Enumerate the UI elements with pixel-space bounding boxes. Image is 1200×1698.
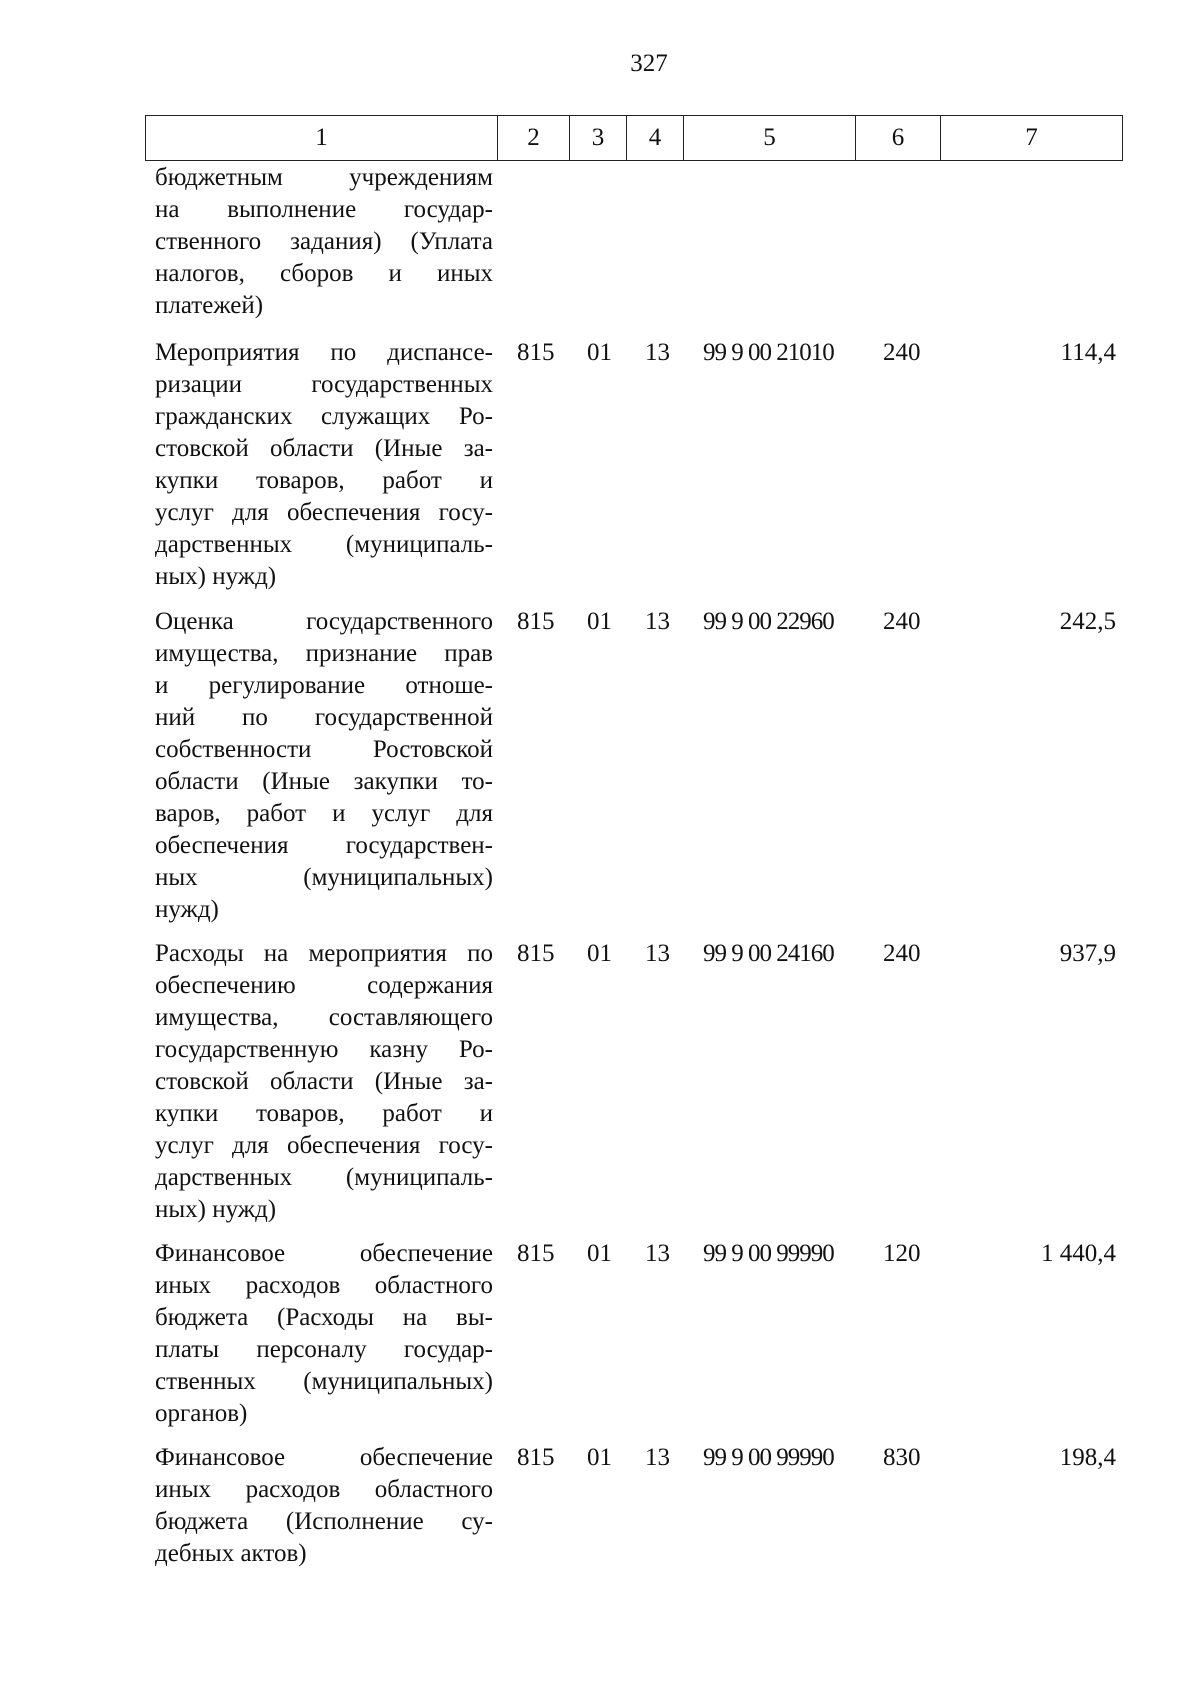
cell-subsection: 13 — [645, 1444, 670, 1471]
description-line: Оценка государственного — [155, 608, 493, 635]
description-line: дебных актов) — [155, 1540, 307, 1567]
description-line: нужд) — [155, 896, 219, 923]
cell-target-article: 99 9 00 99990 — [703, 1444, 834, 1471]
header-col-3: 3 — [570, 116, 627, 161]
row-description — [155, 337, 493, 593]
page-number: 327 — [630, 50, 668, 77]
cell-ministry-code: 815 — [517, 1240, 555, 1267]
description-line: собственности Ростовской — [155, 736, 493, 763]
description-line: имущества, составляющего — [155, 1004, 493, 1031]
description-line: Мероприятия по диспансе- — [155, 339, 493, 366]
description-line: иных расходов областного — [155, 1476, 493, 1503]
cell-subsection: 13 — [645, 339, 670, 366]
description-line: дарственных (муниципаль- — [155, 531, 493, 558]
row-description — [155, 606, 493, 926]
cell-amount: 114,4 — [1060, 339, 1116, 366]
description-line: ризации государственных — [155, 371, 493, 398]
description-line: иных расходов областного — [155, 1272, 493, 1299]
description-line: области (Иные закупки то- — [155, 768, 493, 795]
cell-target-article: 99 9 00 22960 — [703, 608, 834, 635]
description-line: органов) — [155, 1400, 248, 1427]
description-line: ных (муниципальных) — [155, 864, 493, 891]
description-line: налогов, сборов и иных — [155, 260, 493, 287]
header-col-1: 1 — [146, 116, 498, 161]
description-line: Расходы на мероприятия по — [155, 940, 493, 967]
cell-section: 01 — [587, 1240, 612, 1267]
header-col-7: 7 — [941, 116, 1123, 161]
cell-section: 01 — [587, 339, 612, 366]
description-line: платежей) — [155, 292, 264, 319]
cell-target-article: 99 9 00 24160 — [703, 940, 834, 967]
description-line: ных) нужд) — [155, 563, 277, 590]
description-line: Финансовое обеспечение — [155, 1240, 493, 1267]
description-line: ний по государственной — [155, 704, 493, 731]
description-line: бюджета (Расходы на вы- — [155, 1304, 493, 1331]
header-col-5: 5 — [684, 116, 856, 161]
description-line: платы персоналу государ- — [155, 1336, 493, 1363]
cell-section: 01 — [587, 1444, 612, 1471]
row-description — [155, 162, 493, 322]
description-line: стовской области (Иные за- — [155, 435, 493, 462]
row-description — [155, 938, 493, 1226]
cell-ministry-code: 815 — [517, 339, 555, 366]
description-line: имущества, признание прав — [155, 640, 493, 667]
cell-target-article: 99 9 00 99990 — [703, 1240, 834, 1267]
row-description — [155, 1442, 493, 1570]
description-line: купки товаров, работ и — [155, 467, 493, 494]
description-line: ственного задания) (Уплата — [155, 228, 493, 255]
cell-amount: 1 440,4 — [1041, 1240, 1116, 1267]
description-line: бюджетным учреждениям — [155, 164, 493, 191]
description-line: купки товаров, работ и — [155, 1100, 493, 1127]
cell-expense-type: 120 — [883, 1240, 921, 1267]
description-line: Финансовое обеспечение — [155, 1444, 493, 1471]
header-col-2: 2 — [498, 116, 570, 161]
cell-expense-type: 830 — [883, 1444, 921, 1471]
cell-subsection: 13 — [645, 608, 670, 635]
description-line: гражданских служащих Ро- — [155, 403, 493, 430]
cell-expense-type: 240 — [883, 339, 921, 366]
cell-subsection: 13 — [645, 1240, 670, 1267]
cell-target-article: 99 9 00 21010 — [703, 339, 834, 366]
description-line: бюджета (Исполнение су- — [155, 1508, 493, 1535]
cell-section: 01 — [587, 940, 612, 967]
description-line: обеспечения государствен- — [155, 832, 493, 859]
table-header — [145, 115, 1123, 161]
cell-expense-type: 240 — [883, 608, 921, 635]
description-line: ственных (муниципальных) — [155, 1368, 493, 1395]
description-line: и регулирование отноше- — [155, 672, 493, 699]
header-col-6: 6 — [856, 116, 941, 161]
header-col-4: 4 — [627, 116, 684, 161]
description-line: дарственных (муниципаль- — [155, 1164, 493, 1191]
description-line: варов, работ и услуг для — [155, 800, 493, 827]
description-line: обеспечению содержания — [155, 972, 493, 999]
description-line: услуг для обеспечения госу- — [155, 499, 493, 526]
cell-ministry-code: 815 — [517, 1444, 555, 1471]
cell-subsection: 13 — [645, 940, 670, 967]
description-line: ных) нужд) — [155, 1196, 277, 1223]
description-line: услуг для обеспечения госу- — [155, 1132, 493, 1159]
description-line: стовской области (Иные за- — [155, 1068, 493, 1095]
cell-amount: 937,9 — [1059, 940, 1116, 967]
description-line: на выполнение государ- — [155, 196, 493, 223]
cell-expense-type: 240 — [883, 940, 921, 967]
cell-amount: 242,5 — [1059, 608, 1116, 635]
row-description — [155, 1238, 493, 1430]
description-line: государственную казну Ро- — [155, 1036, 493, 1063]
cell-ministry-code: 815 — [517, 608, 555, 635]
cell-ministry-code: 815 — [517, 940, 555, 967]
cell-section: 01 — [587, 608, 612, 635]
cell-amount: 198,4 — [1059, 1444, 1116, 1471]
